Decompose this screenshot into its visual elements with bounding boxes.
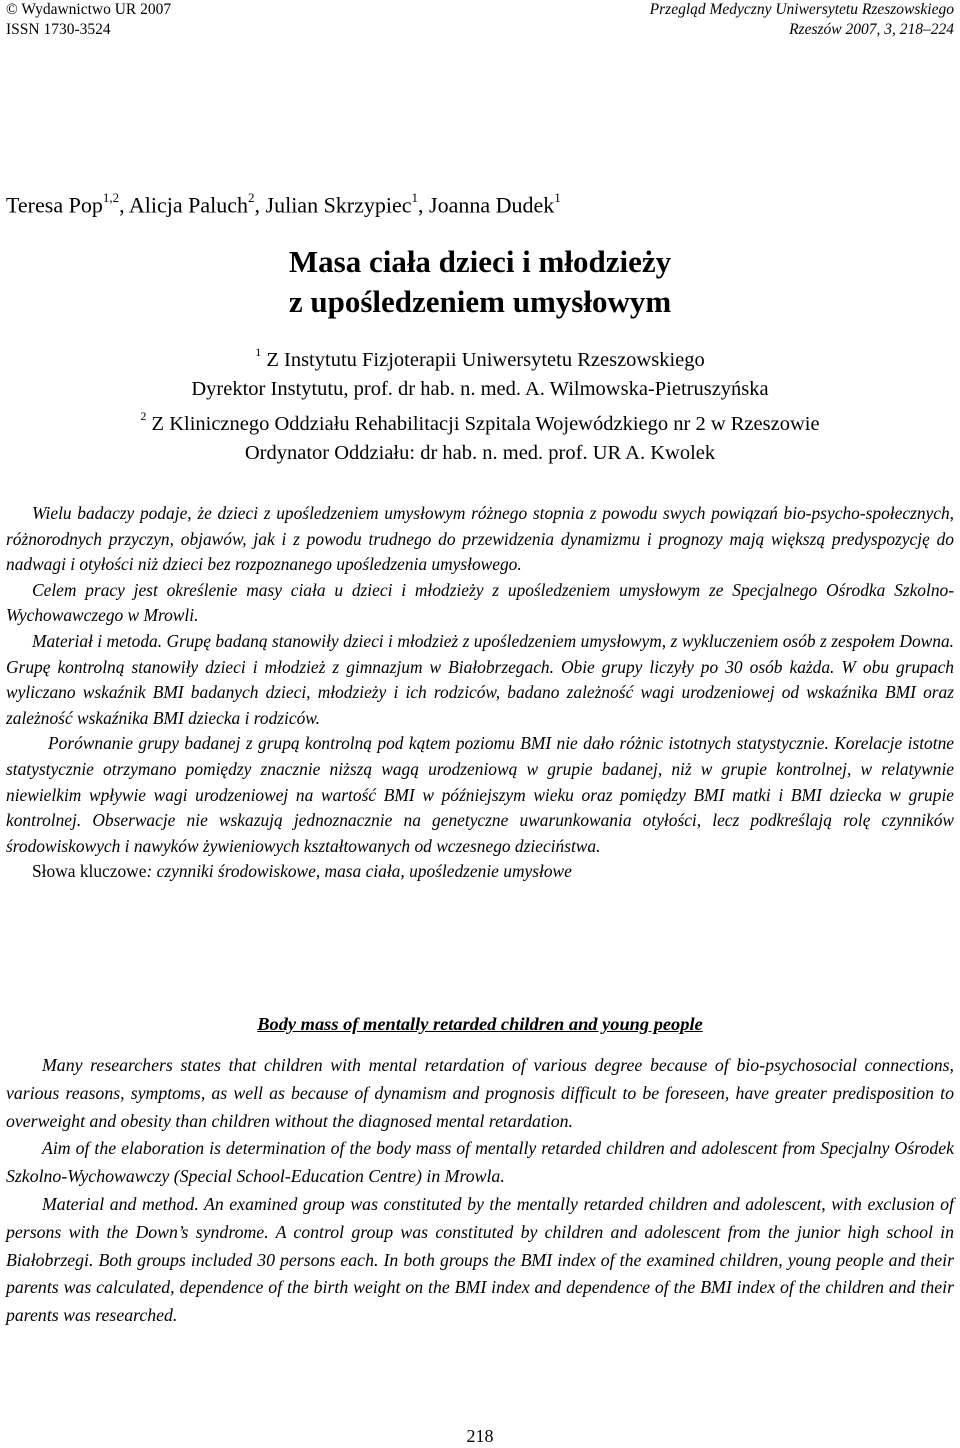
abstract-paragraph: Materiał i metoda. Grupę badaną stanowiły dzieci i młodzież z upośledzeniem umysłowym, z wykluczeniem osób z zespołem Downa. Grupę kontrolną stanowiły dzieci i młodzież z gimnazjum w Białobrzegach. Obie grupy liczyły po 30 osób każda. W obu grupach wyliczano wskaźnik BMI badanych dzieci, młodzieży i ich rodziców, badano zależność wagi urodzeniowej od wskaźnika BMI oraz zależność wskaźnika BMI dziecka i rodziców. (6, 630, 954, 728)
affiliation-mark: 1 (255, 345, 262, 359)
affiliations (0, 340, 960, 468)
page-number: 218 (466, 1426, 494, 1446)
affiliation-1-director: Dyrektor Instytutu, prof. dr hab. n. med. A. Wilmowska-Pietruszyńska (191, 377, 769, 400)
publisher-line: © Wydawnictwo UR 2007 (6, 1, 172, 18)
author-affiliation-mark: 1 (411, 190, 419, 205)
author-separator: , (418, 192, 430, 218)
abstract-paragraph: Material and method. An examined group was constituted by the mentally retarded children and adolescent, with exclusion of persons with the Down’s syndrome. A control group was constituted by children and adolescent from the junior high school in Białobrzegi. Both groups included 30 persons each. In both groups the BMI index of the examined children, young people and their parents was calculated, dependence of the birth weight on the BMI index and dependence of the BMI index of the children and their parents was researched. (6, 1193, 954, 1326)
author-affiliation-mark: 2 (248, 190, 255, 205)
abstract-paragraph: Aim of the elaboration is determination of the body mass of mentally retarded children and adolescent from Specjalny Ośrodek Szkolno-Wychowawczy (Special School-Education Centre) in Mrowla. (6, 1138, 954, 1187)
author-affiliation-mark: 1,2 (102, 190, 120, 205)
journal-issue: Rzeszów 2007, 3, 218–224 (789, 21, 954, 38)
author-separator: , (254, 192, 266, 218)
title-line: z upośledzeniem umysłowym (288, 284, 672, 319)
author-name: Joanna Dudek (429, 192, 555, 218)
author-name: Teresa Pop (6, 192, 103, 218)
affiliation-1: $^1$ Z Instytutu Fizjoterapii Uniwersytetu Rzeszowskiego (255, 345, 705, 371)
journal-citation (650, 0, 954, 40)
abstract-polish (6, 501, 954, 885)
journal-name: Przegląd Medyczny Uniwersytetu Rzeszowskiego (649, 1, 954, 18)
keywords (6, 859, 954, 885)
author-affiliation-mark: 1 (554, 190, 561, 205)
affiliation-2-head: Ordynator Oddziału: dr hab. n. med. prof. UR A. Kwolek (244, 441, 716, 464)
issn-line: ISSN 1730-3524 (6, 21, 111, 38)
journal-imprint (6, 0, 171, 40)
abstract-paragraph: Celem pracy jest określenie masy ciała u dzieci i młodzieży z upośledzeniem umysłowym ze Specjalnego Ośrodka Szkolno-Wychowawczego w Mrowli. (6, 579, 954, 626)
affiliation-mark: 2 (140, 408, 147, 423)
keywords-label: Słowa kluczowe (32, 861, 147, 882)
author-name: Alicja Paluch (128, 192, 249, 218)
abstract-paragraph: Many researchers states that children with mental retardation of various degree because of bio-psychosocial connections, various reasons, symptoms, as well as because of dynamism and prognosis difficult to be foreseen, have greater predisposition to overweight and obesity than children without the diagnosed mental retardation. (6, 1055, 954, 1131)
affiliation-2: $^2$ Z Klinicznego Oddziału Rehabilitacji Szpitala Wojewódzkiego nr 2 w Rzeszowie (140, 408, 820, 435)
author-name: Julian Skrzypiec (265, 192, 412, 218)
keywords-list: : czynniki środowiskowe, masa ciała, upośledzenie umysłowe (146, 861, 572, 882)
author-list (6, 192, 561, 218)
english-title: Body mass of mentally retarded children and young people (257, 1014, 703, 1034)
author-separator: , (119, 192, 129, 218)
article-title (0, 242, 960, 322)
abstract-english (6, 1052, 954, 1330)
abstract-paragraph: Wielu badaczy podaje, że dzieci z upośledzeniem umysłowym różnego stopnia z powodu swych powiązań bio-psycho-społecznych, różnorodnych przyczyn, objawów, jak i z powodu trudnego do przewidzenia dynamizmu i prognozy mają większą predyspozycję do nadwagi i otyłości niż dzieci bez rozpoznanego upośledzenia umysłowego. (6, 503, 954, 575)
title-line: Masa ciała dzieci i młodzieży (288, 244, 672, 279)
abstract-paragraph: Porównanie grupy badanej z grupą kontrolną pod kątem poziomu BMI nie dało różnic istotnych statystycznie. Korelacje istotne statystycznie otrzymano pomiędzy znacznie niższą wagą urodzeniową w grupie badanej, niż w grupie kontrolnej, w relatywnie niewielkim wpływie wagi urodzeniowej na wartość BMI w późniejszym wieku oraz pomiędzy BMI matki i BMI dziecka w grupie kontrolnej. Obserwacje nie wskazują jednoznacznie na genetyczne uwarunkowania otyłości, lecz podkreślają rolę czynników środowiskowych i nawyków żywieniowych kształtowanych od wczesnego dzieciństwa. (6, 733, 954, 856)
